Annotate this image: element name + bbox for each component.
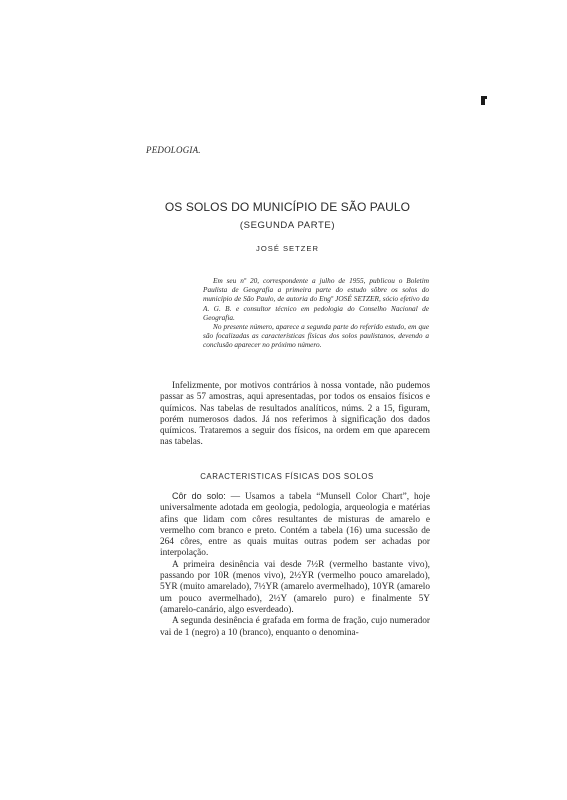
- body-paragraph-1-text: — Usamos a tabela “Munsell Color Chart”, hoje universalmente adotada em geologia, pedologia, arqueologia e matérias afins que lidam com côres resultantes de misturas de amarelo e vermelho com branco e preto. Contém a tabela (16) uma sucessão de 264 côres, entre as quais muitas outras podem ser achadas por interpolação.: [160, 492, 430, 559]
- body-paragraph-3: A segunda desinência é grafada em forma de fração, cujo numerador vai de 1 (negro) a 10 (branco), enquanto o denomina-: [160, 616, 430, 638]
- margin-mark: [481, 96, 485, 105]
- term-soil-color: Côr do solo:: [172, 491, 226, 501]
- editorial-note: [203, 276, 429, 350]
- section-label: PEDOLOGIA.: [146, 145, 201, 155]
- intro-paragraph: Infelizmente, por motivos contrários à nossa vontade, não pudemos passar as 57 amostras, aqui apresentadas, por todos os ensaios físicos e químicos. Nas tabelas de resultados analíticos, núms. 2 a 15, figuram, porém numerosos dados. Já nos referimos à significação dos dados químicos. Trataremos a seguir dos físicos, na ordem em que aparecem nas tabelas.: [160, 381, 430, 448]
- intro-section: [160, 381, 430, 449]
- article-author: JOSÉ SETZER: [256, 244, 319, 253]
- body-paragraph-1: [160, 491, 430, 560]
- article-title: OS SOLOS DO MUNICÍPIO DE SÃO PAULO: [164, 200, 411, 214]
- body-section: [160, 491, 430, 639]
- section-heading: CARACTERISTICAS FÍSICAS DOS SOLOS: [200, 472, 374, 481]
- editorial-note-paragraph-1: Em seu nº 20, correspondente a julho de 1955, publicou o Boletim Paulista de Geografia a primeira parte do estudo sôbre os solos do município de São Paulo, de autoria do Engº JOSÉ SETZER, sócio efetivo da A. G. B. e consultor técnico em pedologia do Conselho Nacional de Geografia.: [203, 276, 429, 322]
- body-paragraph-2: A primeira desinência vai desde 7½R (vermelho bastante vivo), passando por 10R (menos vivo), 2½YR (vermelho pouco amarelado), 5YR (muito amarelado), 7½YR (amarelo avermelhado), 10YR (amarelo um pouco avermelhado), 2½Y (amarelo puro) e finalmente 5Y (amarelo-canário, algo esverdeado).: [160, 559, 430, 615]
- article-subtitle: (SEGUNDA PARTE): [239, 220, 336, 231]
- editorial-note-paragraph-2: No presente número, aparece a segunda parte do referido estudo, em que são focalizadas as características físicas dos solos paulistanos, devendo a conclusão aparecer no próximo número.: [203, 322, 429, 350]
